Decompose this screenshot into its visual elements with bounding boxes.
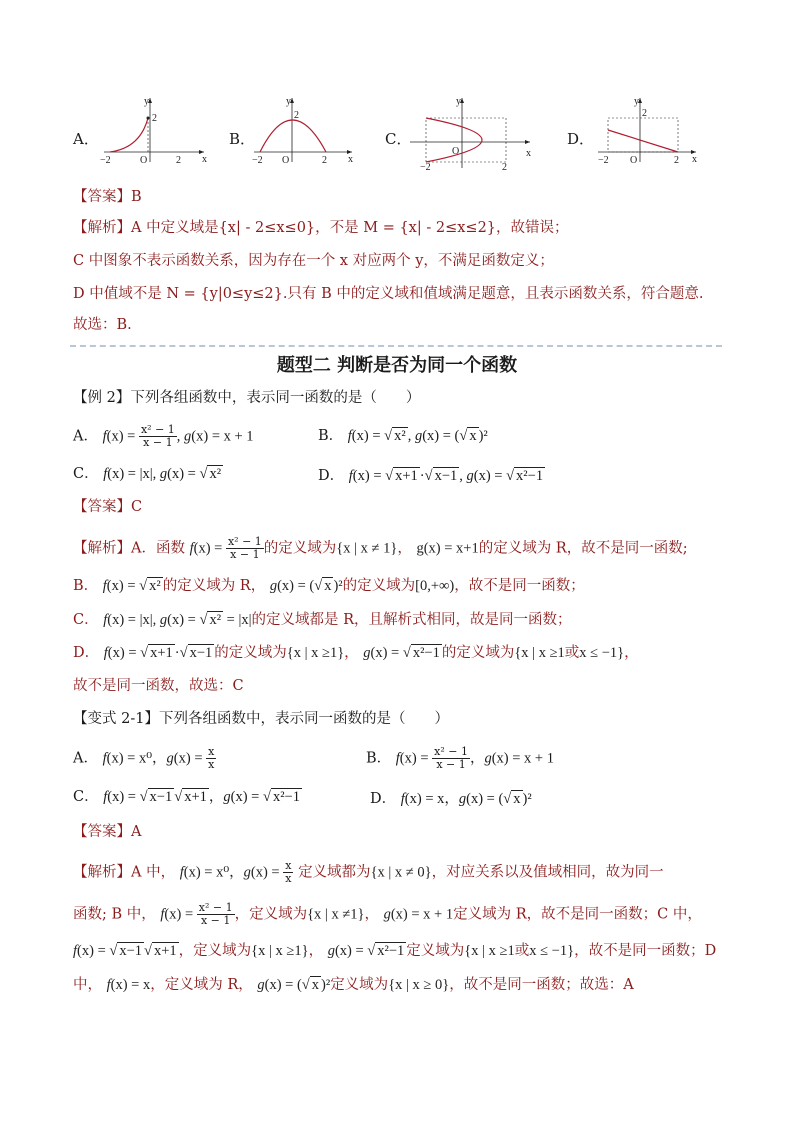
ex1-answer	[73, 187, 142, 207]
tick-2: 2	[152, 113, 157, 124]
var21-analysis-line1: 【解析】A 中， f(x) = x⁰，g(x) = $\frac{x}{x}$ 定义域都为{x | x ≠ 0}，对应关系以及值域相同，故为同一	[73, 859, 664, 885]
svg-text:2: 2	[674, 155, 679, 166]
ex2-option-d: D． f(x) = √ x+1 ·√ x−1 , g(x) = √ x²−1	[318, 468, 544, 484]
var21-option-c: C． f(x) = √ x−1 √ x+1 ，g(x) = √ x²−1	[73, 789, 300, 805]
ex2-conclusion: 故不是同一函数，故选：C	[73, 678, 244, 694]
ex2-question: 【例 2】下列各组函数中，表示同一函数的是（ ）	[73, 390, 421, 406]
svg-text:x: x	[526, 148, 531, 159]
svg-text:O: O	[282, 155, 290, 166]
ex2-analysis-a: 【解析】A．函数 f(x) = $\frac{\text{x² − 1}}{x - 1}$ 的定义域为{x | x ≠ 1}， g(x) = x+1的定义域为 R，故不是同一函数;	[73, 535, 688, 561]
svg-text:2: 2	[322, 155, 327, 166]
ex2-analysis-b: B． f(x) = √ x² 的定义域为 R， g(x) = (√ x )²的定义域为[0,+∞)，故不是同一函数；	[73, 578, 585, 594]
graph-b	[252, 96, 362, 170]
svg-text:y: y	[634, 96, 639, 107]
svg-text:−2: −2	[252, 155, 263, 166]
svg-text:y: y	[456, 96, 461, 107]
analysis-tag: 【解析】	[73, 220, 131, 236]
var21-option-b: B． f(x) = $\frac{\text{x² − 1}}{x - 1}$ ，g(x) = x + 1	[366, 745, 554, 771]
var21-option-d: D． f(x) = x，g(x) = (√ x )²	[370, 791, 532, 807]
option-c-label: C．	[385, 130, 412, 148]
answer-tag: 【答案】	[73, 189, 131, 205]
svg-text:x: x	[348, 154, 353, 165]
tick-neg2: −2	[100, 155, 111, 166]
ex1-analysis-line4: 故选：B.	[73, 317, 132, 333]
tick-2x: 2	[176, 155, 181, 166]
graph-d	[596, 96, 706, 170]
ex2-analysis-d: D． f(x) = √ x+1 ·√ x−1 的定义域为{x | x ≥1}， g(x) = √ x²−1 的定义域为{x | x ≥1或x ≤ −1}，	[73, 645, 639, 661]
option-d-label: D．	[567, 130, 595, 148]
svg-text:x: x	[692, 154, 697, 165]
svg-text:2: 2	[642, 108, 647, 119]
ex2-option-a: A． f(x) = $\frac{\text{x² − 1}}{x - 1}$ , g(x) = x + 1	[73, 423, 254, 449]
var21-analysis-line3: f(x) = √ x−1 √ x+1 ，定义域为{x | x ≥1}， g(x) = √ x²−1 定义域为{x | x ≥1或x ≤ −1}，故不是同一函数；D	[73, 943, 717, 959]
svg-text:2: 2	[502, 162, 507, 170]
section-divider	[70, 345, 722, 347]
x-axis-label: x	[202, 154, 207, 165]
ex2-answer: 【答案】C	[73, 499, 143, 515]
option-a-label: A．	[73, 130, 99, 148]
option-b-label: B．	[229, 130, 256, 148]
ex1-analysis-line3: D 中值域不是 N = {y|0≤y≤2}.只有 B 中的定义域和值域满足题意，且表示函数关系，符合题意.	[73, 286, 704, 302]
ex2-option-b: B． f(x) = √ x² , g(x) = (√ x )²	[318, 428, 488, 444]
svg-text:y: y	[286, 96, 291, 107]
svg-text:2: 2	[294, 110, 299, 121]
var21-option-a: A． f(x) = x⁰，g(x) = $\frac{x}{x}$	[73, 745, 215, 771]
answer-value: B	[131, 189, 142, 205]
var21-analysis-line4: 中， f(x) = x，定义域为 R， g(x) = (√ x )²定义域为{x | x ≥ 0}，故不是同一函数；故选：A	[73, 977, 634, 993]
graph-a	[100, 96, 210, 170]
ex2-analysis-c: C． f(x) = |x|, g(x) = √ x² = |x|的定义域都是 R，且解析式相同，故是同一函数；	[73, 612, 572, 628]
y-axis-label: y	[144, 96, 149, 107]
ex2-option-c: C． f(x) = |x|, g(x) = √ x²	[73, 466, 222, 482]
graph-c	[408, 96, 538, 174]
section-title: 题型二 判断是否为同一个函数	[276, 355, 518, 376]
ex1-analysis-line1: 【解析】A 中定义域是{x| - 2≤x≤0}，不是 M = {x| - 2≤x≤2}，故错误；	[73, 220, 569, 236]
origin-label: O	[140, 155, 148, 166]
svg-text:−2: −2	[420, 162, 431, 170]
var21-answer: 【答案】A	[73, 824, 142, 840]
var21-question: 【变式 2-1】下列各组函数中，表示同一函数的是（ ）	[73, 711, 449, 727]
svg-text:O: O	[630, 155, 638, 166]
svg-text:−2: −2	[598, 155, 609, 166]
var21-analysis-line2: 函数; B 中， f(x) = $\frac{\text{x² − 1}}{x - 1}$ ，定义域为{x | x ≠1}， g(x) = x + 1定义域为 R，故不是同一函数；C 中，	[73, 901, 702, 927]
ex1-analysis-line2: C 中图象不表示函数关系，因为存在一个 x 对应两个 y，不满足函数定义；	[73, 253, 554, 269]
svg-text:O: O	[452, 146, 460, 157]
